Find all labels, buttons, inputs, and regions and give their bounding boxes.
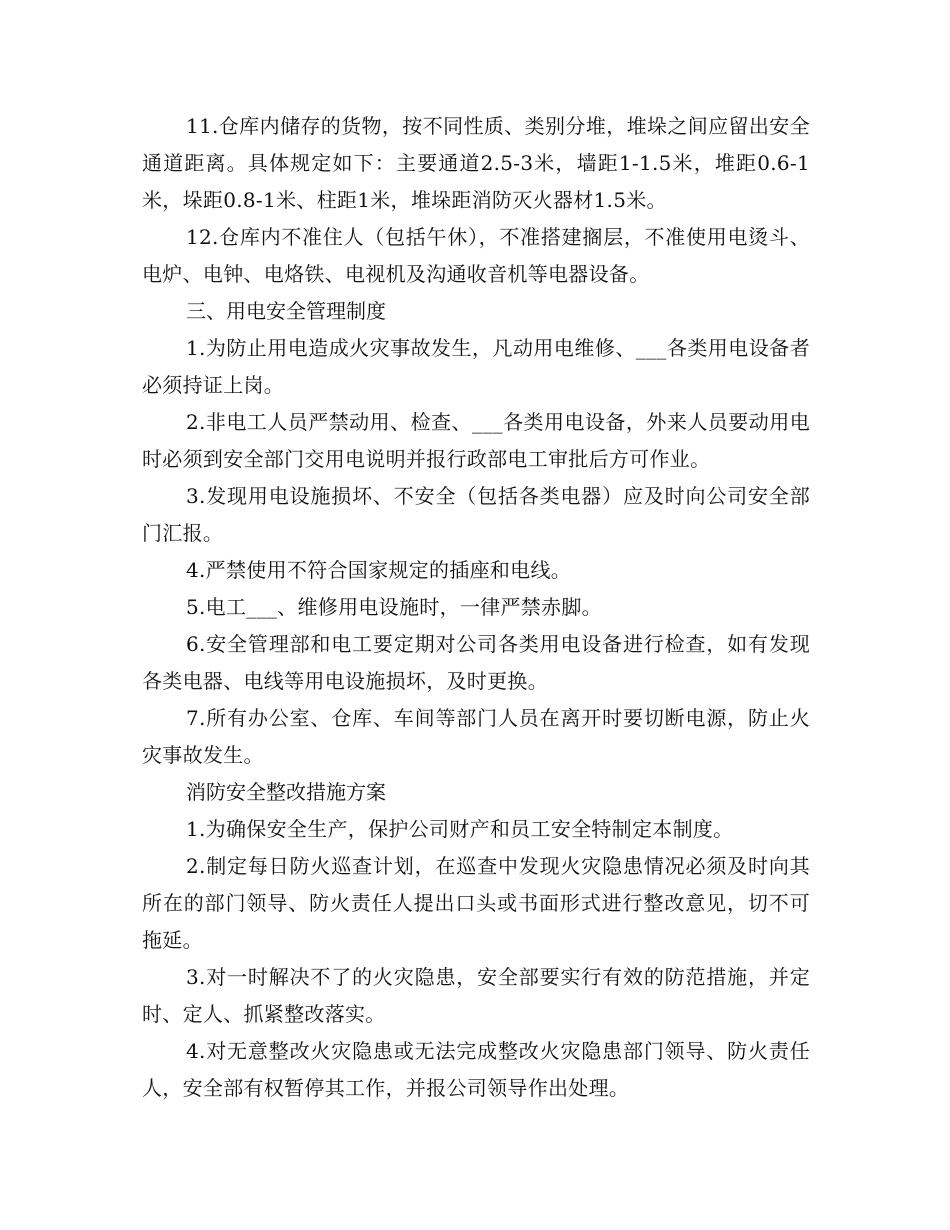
paragraph-electric-2: 2.非电工人员严禁动用、检查、___各类用电设备，外来人员要动用电时必须到安全部门交用电说明并报行政部电工审批后方可作业。 <box>142 410 810 471</box>
paragraph-11: 11.仓库内储存的货物，按不同性质、类别分堆，堆垛之间应留出安全通道距离。具体规定如下：主要通道2.5-3米，墙距1-1.5米，堆距0.6-1米，垛距0.8-1米、柱距1米，堆垛距消防灭火器材1.5米。 <box>142 114 810 212</box>
paragraph-electric-1: 1.为防止用电造成火灾事故发生，凡动用电维修、___各类用电设备者必须持证上岗。 <box>142 336 810 397</box>
paragraph-electric-7: 7.所有办公室、仓库、车间等部门人员在离开时要切断电源，防止火灾事故发生。 <box>142 706 810 767</box>
paragraph-electric-4: 4.严禁使用不符合国家规定的插座和电线。 <box>186 558 572 582</box>
document-body <box>142 108 810 1107</box>
paragraph-plan-4: 4.对无意整改火灾隐患或无法完成整改火灾隐患部门领导、防火责任人，安全部有权暂停其工作，并报公司领导作出处理。 <box>142 1039 810 1100</box>
section-heading-rectification-plan: 消防安全整改措施方案 <box>186 780 386 804</box>
paragraph-plan-3: 3.对一时解决不了的火灾隐患，安全部要实行有效的防范措施，并定时、定人、抓紧整改落实。 <box>142 965 810 1026</box>
paragraph-12: 12.仓库内不准住人（包括午休），不准搭建搁层，不准使用电烫斗、电炉、电钟、电烙铁、电视机及沟通收音机等电器设备。 <box>142 225 810 286</box>
paragraph-plan-1: 1.为确保安全生产，保护公司财产和员工安全特制定本制度。 <box>186 817 734 841</box>
paragraph-plan-2: 2.制定每日防火巡查计划，在巡查中发现火灾隐患情况必须及时向其所在的部门领导、防火责任人提出口头或书面形式进行整改意见，切不可拖延。 <box>142 854 810 952</box>
paragraph-electric-5: 5.电工___、维修用电设施时，一律严禁赤脚。 <box>186 595 602 619</box>
section-heading-electrical-safety: 三、用电安全管理制度 <box>186 299 386 323</box>
paragraph-electric-6: 6.安全管理部和电工要定期对公司各类用电设备进行检查，如有发现各类电器、电线等用电设施损坏，及时更换。 <box>142 632 810 693</box>
paragraph-electric-3: 3.发现用电设施损坏、不安全（包括各类电器）应及时向公司安全部门汇报。 <box>142 484 810 545</box>
